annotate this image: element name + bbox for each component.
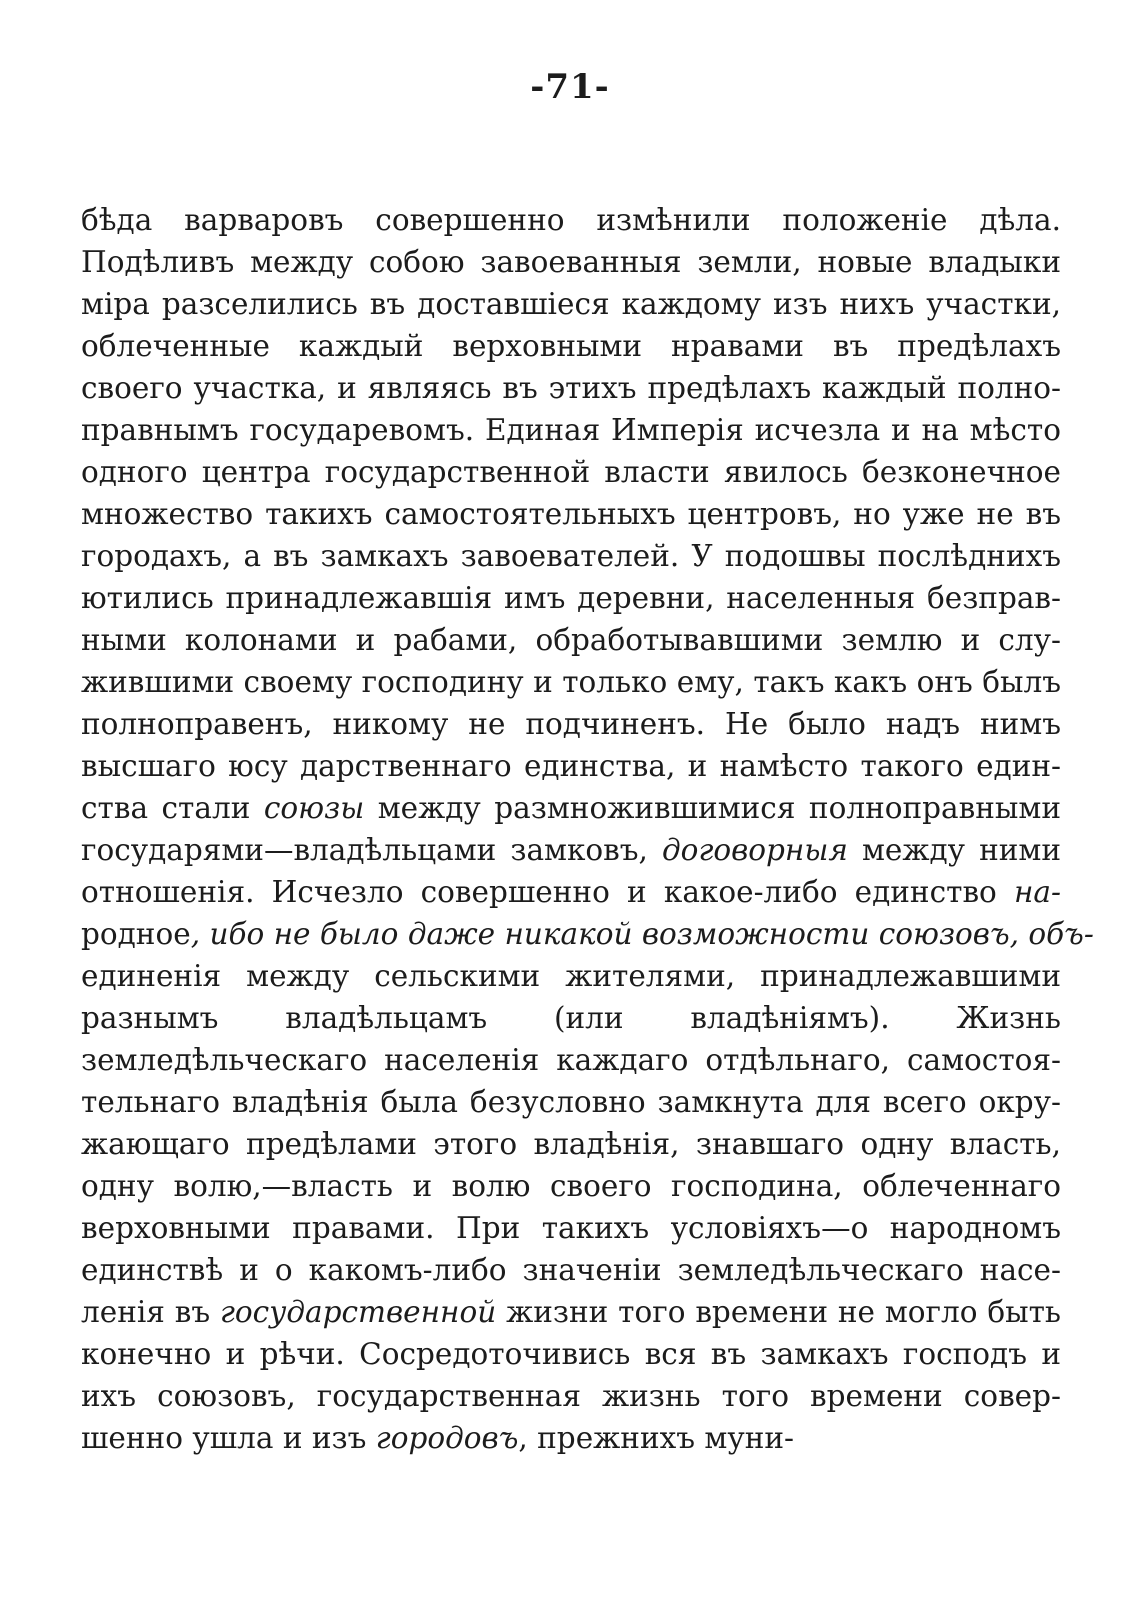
text-line [81,241,1061,283]
page-number: -71- [530,67,610,107]
text-line [81,1039,1061,1081]
text-segment: бѣда варваровъ совершенно измѣнили положеніе дѣла. [81,203,1061,237]
text-segment: ленія въ [81,1295,221,1329]
text-line [81,199,1061,241]
text-line [81,871,1061,913]
body-text [81,199,1094,1459]
text-segment: верховными правами. При такихъ условіяхъ—о народномъ [81,1211,1061,1245]
text-segment: своего участка, и являясь въ этихъ предѣлахъ каждый полно- [81,371,1061,405]
text-line [81,829,1061,871]
text-line [81,703,1061,745]
text-segment: родное [81,917,191,951]
italic-phrase: на- [1014,875,1061,909]
text-segment: правнымъ государевомъ. Единая Имперія исчезла и на мѣсто [81,413,1061,447]
text-line [81,367,1061,409]
text-line [81,745,1061,787]
text-segment: ства стали [81,791,264,825]
text-segment: единствѣ и о какомъ-либо значеніи земледѣльческаго насе- [81,1253,1061,1287]
text-segment: ютились принадлежавшія имъ деревни, населенныя безправ- [81,581,1061,615]
text-segment: разнымъ владѣльцамъ (или владѣніямъ). Жизнь [81,1001,1061,1035]
italic-phrase: городовъ [375,1421,519,1455]
text-segment: отношенія. Исчезло совершенно и какое-либо единство [81,875,1014,909]
text-line [81,661,1061,703]
text-line [81,1417,1061,1459]
text-segment: міра разселились въ доставшіеся каждому изъ нихъ участки, [81,287,1061,321]
text-segment: земледѣльческаго населенія каждаго отдѣльнаго, самостоя- [81,1043,1061,1077]
text-line [81,1291,1061,1333]
text-line [81,1081,1061,1123]
text-segment: жизни того времени не могло быть [496,1295,1061,1329]
text-line [81,1207,1061,1249]
text-segment: единенія между сельскими жителями, принадлежавшими [81,959,1061,993]
text-line [81,1123,1061,1165]
text-segment: множество такихъ самостоятельныхъ центровъ, но уже не въ [81,497,1061,531]
text-line [81,619,1061,661]
text-line [81,325,1061,367]
text-segment: одного центра государственной власти явилось безконечное [81,455,1061,489]
italic-phrase: договорныя [661,833,848,867]
text-segment: между ними [847,833,1062,867]
text-segment: государями—владѣльцами замковъ, [81,833,662,867]
text-line [81,787,1061,829]
text-line [81,577,1061,619]
text-segment: высшаго юсу дарственнаго единства, и намѣсто такого един- [81,749,1061,783]
text-segment: , прежнихъ муни- [518,1421,794,1455]
text-segment: Подѣливъ между собою завоеванныя земли, новые владыки [81,245,1061,279]
text-line [81,283,1061,325]
text-segment: облеченные каждый верховными нравами въ предѣлахъ [81,329,1061,363]
text-line [81,409,1061,451]
text-line [81,913,1094,955]
text-line [81,493,1061,535]
text-segment: между размножившимися полноправными [364,791,1062,825]
text-line [81,535,1061,577]
italic-phrase: государственной [220,1295,497,1329]
text-line [81,1249,1061,1291]
text-line [81,997,1061,1039]
text-segment: жившими своему господину и только ему, такъ какъ онъ былъ [81,665,1061,699]
text-line [81,1333,1061,1375]
text-segment: жающаго предѣлами этого владѣнія, знавшаго одну власть, [81,1127,1061,1161]
text-segment: городахъ, а въ замкахъ завоевателей. У подошвы послѣднихъ [81,539,1061,573]
italic-phrase: , ибо не было даже никакой возможности союзовъ, объ- [190,917,1094,951]
text-line [81,955,1061,997]
text-line [81,1165,1061,1207]
text-segment: ными колонами и рабами, обработывавшими землю и слу- [81,623,1061,657]
text-line [81,451,1061,493]
italic-phrase: союзы [263,791,365,825]
text-segment: шенно ушла и изъ [81,1421,376,1455]
text-segment: тельнаго владѣнія была безусловно замкнута для всего окру- [81,1085,1061,1119]
text-segment: ихъ союзовъ, государственная жизнь того времени совер- [81,1379,1061,1413]
text-segment: одну волю,—власть и волю своего господина, облеченнаго [81,1169,1061,1203]
text-segment: полноправенъ, никому не подчиненъ. Не было надъ нимъ [81,707,1061,741]
text-segment: конечно и рѣчи. Сосредоточивись вся въ замкахъ господъ и [81,1337,1061,1371]
text-line [81,1375,1061,1417]
